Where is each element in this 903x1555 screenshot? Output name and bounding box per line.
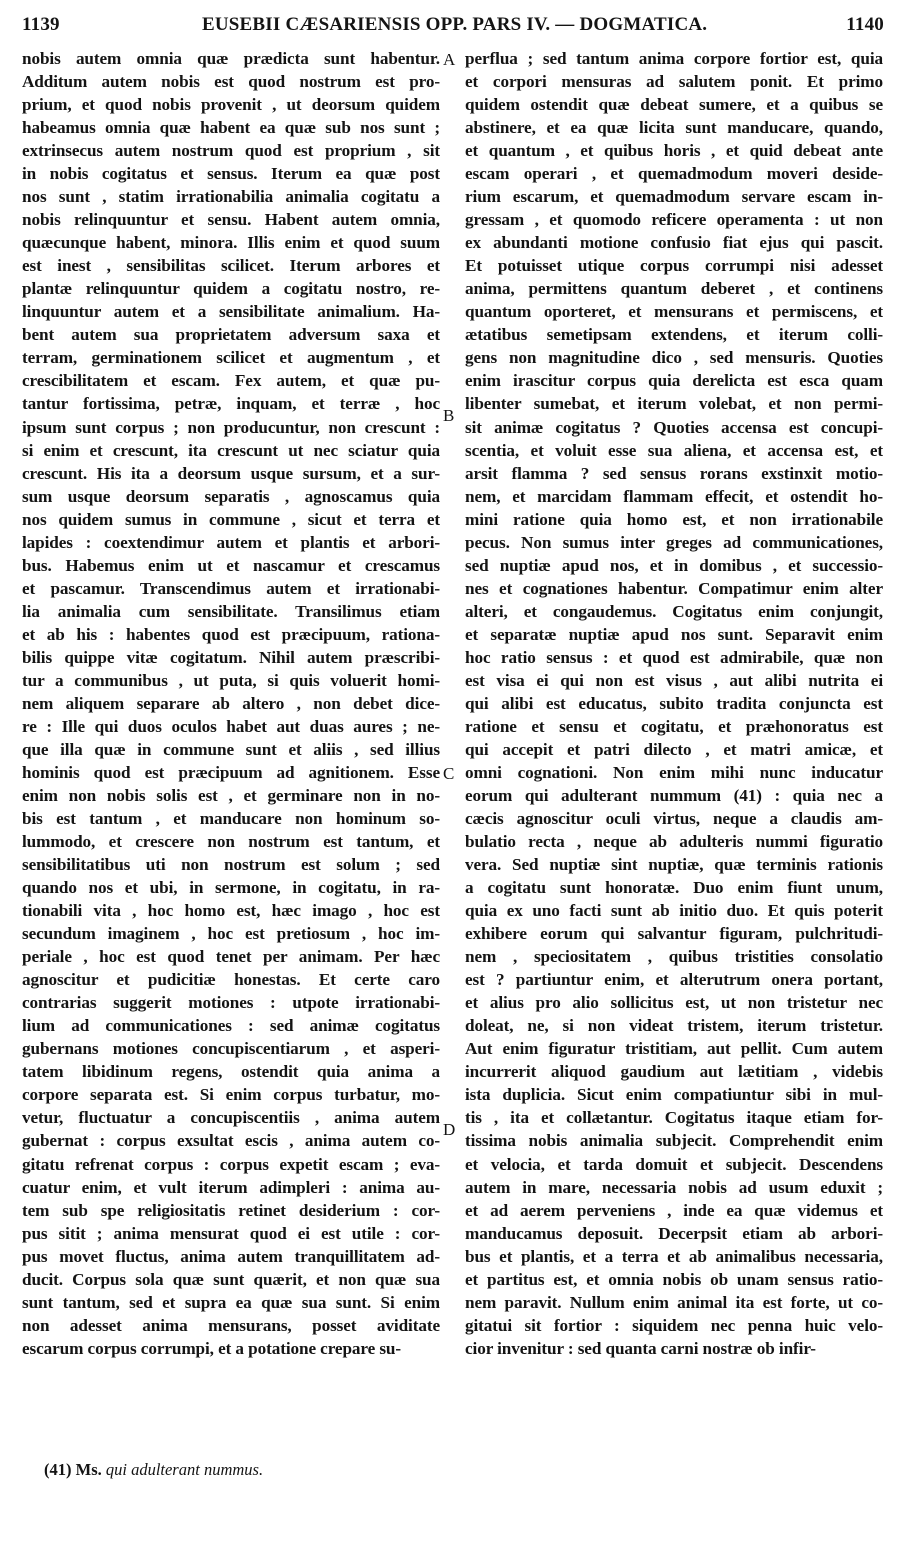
left-column-line: extrinsecus autem nostrum quod est proprium , sit [22,141,440,161]
page-number-left: 1139 [22,14,60,35]
right-column-line: autem in mare, necessaria nobis ad usum eduxit ; [465,1177,883,1197]
right-column-line: mini ratione quia homo est, et non irrationabile [465,509,883,529]
right-column-line: enim irascitur corpus quia derelicta est esca quam [465,371,883,391]
right-column-line: cæcis agnoscitur oculi virtus, neque a claudis am- [465,809,883,829]
left-column-line: hominis quod est præcipuum ad agnitionem. Esse [22,762,440,782]
left-column-line: et ab his : habentes quod est præcipuum, rationa- [22,624,440,644]
left-column-line: tur a communibus , ut puta, si quis voluerit homi- [22,670,440,690]
left-column-line: corpore separata est. Si enim corpus turbatur, mo- [22,1085,440,1105]
right-column-line: sed nuptiæ apud nos, et in domibus , et successio- [465,555,883,575]
left-column-line: terram, germinationem scilicet et augmentum , et [22,348,440,368]
left-column-line: nos quidem sumus in commune , sicut et terra et [22,509,440,529]
left-column-line: agnoscitur et pudicitiæ honestas. Et certe caro [22,970,440,990]
right-column-line: alteri, et congaudemus. Cogitatus enim conjungit, [465,601,883,621]
left-column-line: pus sitit ; anima mensurat quod ei est utile : cor- [22,1223,440,1243]
right-column-line: ista duplicia. Sicut enim compatiuntur sibi in mul- [465,1085,883,1105]
right-column-line: et alius pro alio sollicitus est, ut non tristetur nec [465,993,883,1013]
right-column-line: ratione et sensu et cogitatu, et præhonoratus est [465,716,883,736]
left-column-line: et pascamur. Transcendimus autem et irrationabi- [22,578,440,598]
margin-letter-b: B [443,406,455,425]
left-column-line: nem aliquem separare ab altero , non debet dice- [22,693,440,713]
right-column-line: gressam , et quomodo reficere operamenta : ut non [465,210,883,230]
right-column-line: quantum oporteret, et mensurans et permiscens, et [465,302,883,322]
footnote [44,1460,263,1480]
left-column-line: periale , hoc est quod tenet per animam. Per hæc [22,947,440,967]
left-column-line: quando nos et ubi, in sermone, in cogitatu, in ra- [22,878,440,898]
right-column-line: et corpori mensuras ad salutem ponit. Et primo [465,72,883,92]
left-column-line: nobis relinquuntur et sensu. Habent autem omnia, [22,210,440,230]
right-column-line: escam operari , et quemadmodum moveri deside- [465,164,883,184]
right-column-line: bulatio recta , neque ab adulteris nummi figuratio [465,832,883,852]
right-column-line: tissima nobis animalia subjecit. Comprehendit enim [465,1131,883,1151]
left-column-line: pus movet fluctus, anima autem tranquillitatem ad- [22,1246,440,1266]
left-column-line: crescunt. His ita a deorsum usque sursum, et a sur- [22,463,440,483]
left-column-line: secundum imaginem , hoc est pretiosum , hoc im- [22,924,440,944]
left-column-line: lia animalia cum sensibilitate. Transilimus etiam [22,601,440,621]
left-column-line: nobis autem omnia quæ prædicta sunt habentur. [22,49,440,68]
left-column-line: lium ad communicationes : sed animæ cogitatus [22,1016,440,1036]
right-column-line: tis , ita et collætantur. Cogitatus itaque etiam for- [465,1108,883,1128]
left-column-line: prium, et quod nobis provenit , ut deorsum quidem [22,95,440,115]
margin-letter-d: D [443,1120,456,1139]
left-column-line: que illa quæ in commune sunt et aliis , sed illius [22,739,440,759]
left-column-line: gubernans motiones concupiscentiarum , et asperi- [22,1039,440,1059]
right-column-line: quidem ostendit quæ debeat sumere, et a quibus se [465,95,883,115]
left-column-line: lapides : coextendimur autem et plantis et arbori- [22,532,440,552]
page-number-right: 1140 [846,14,884,35]
left-column-line: tantur fortissima, petræ, inquam, et terræ , hoc [22,394,440,414]
right-column-line: anima, permittens quantum deberet , et continens [465,279,883,299]
left-column-line: tatem libidinum regens, ostendit quia anima a [22,1062,440,1082]
right-column-line: quia ex uno facti sunt ab initio duo. Et quis poterit [465,901,883,921]
left-column-line: in nobis cogitatus et sensus. Iterum ea quæ post [22,164,440,184]
right-column-line: exhibere eorum qui salvantur figuram, pulchritudi- [465,924,883,944]
right-column-line: omni cognationi. Non enim mihi nunc inducatur [465,762,883,782]
right-column-line: Aut enim figuratur tristitiam, aut pellit. Cum autem [465,1039,883,1059]
right-column-line: et quantum , et quibus horis , et quid debeat ante [465,141,883,161]
right-column-line: scentia, et voluit esse sua aliena, et accensa est, et [465,440,883,460]
right-column-line: bus et plantis, et a terra et ab animalibus necessaria, [465,1246,883,1266]
left-column-line: contrarias suggerit motiones : utpote irrationabi- [22,993,440,1013]
left-column-line: vetur, fluctuatur a concupiscentiis , anima autem [22,1108,440,1128]
left-column-line: est inest , sensibilitas scilicet. Iterum arbores et [22,256,440,276]
left-text-column [22,47,440,1360]
right-column-line: incurrerit aliquod gaudium aut lætitiam , videbis [465,1062,883,1082]
right-column-line: rium escarum, et quemadmodum servare escam in- [465,187,883,207]
right-column-line: nem, et marcidam flammam effecit, et ostendit ho- [465,486,883,506]
right-column-line: abstinere, et ea quæ licita sunt manducare, quando, [465,118,883,138]
left-column-line: crescibilitatem et escam. Fex autem, et quæ pu- [22,371,440,391]
left-column-line: si enim et crescunt, ita crescunt ut nec sciatur quia [22,440,440,460]
right-column-line: et ad aerem perveniens , inde ea quæ videmus et [465,1200,883,1220]
right-column-line: hoc ratio sensus : et quod est admirabile, quæ non [465,647,883,667]
right-column-line: et partitus est, et omnia nobis ob unam sensus ratio- [465,1269,883,1289]
right-column-line: manducamus deposuit. Decerpsit etiam ab arbori- [465,1223,883,1243]
right-column-line: et velocia, et tarda domuit et subjecit. Descendens [465,1154,883,1174]
left-column-line: Additum autem nobis est quod nostrum est pro- [22,72,440,92]
left-column-line: bis est tantum , et manducare non hominum so- [22,809,440,829]
right-column-line: qui accepit et patri dilecto , et matri amicæ, et [465,739,883,759]
right-column-line: nem , speciositatem , quibus tristities consolatio [465,947,883,967]
right-column-line: est ? partiuntur enim, et alterutrum onera portant, [465,970,883,990]
margin-letter-c: C [443,764,455,783]
left-column-line: habeamus omnia quæ habent ea quæ sub nos sunt ; [22,118,440,138]
right-column-line: pecus. Non sumus inter greges ad communicationes, [465,532,883,552]
right-column-line: est visa ei qui non est visus , aut alibi nutrita ei [465,670,883,690]
left-column-line: quæcunque habent, minora. Illis enim et quod suum [22,233,440,253]
page-header [22,8,884,38]
right-column-line: ex abundanti motione confusio fiat ejus qui pascit. [465,233,883,253]
right-column-line: cior invenitur : sed quanta carni nostræ ob infir- [465,1338,816,1358]
margin-letter-a: A [443,50,456,69]
left-column-line: tem sub spe religiositatis retinet desiderium : cor- [22,1200,440,1220]
left-column-line: nos sunt , statim irrationabilia animalia cogitatu a [22,187,440,207]
left-column-line: bilis quippe vitæ cogitatum. Nihil autem præscribi- [22,647,440,667]
left-column-line: bus. Habemus enim ut et nascamur et crescamus [22,555,440,575]
left-column-line: sensibilitatibus uti non nostrum est solum ; sed [22,855,440,875]
left-column-line: plantæ relinquuntur quidem a cogitatu nostro, re- [22,279,440,299]
left-column-line: cuatur enim, et vult iterum adimpleri : anima au- [22,1177,440,1197]
right-column-line: eorum qui adulterant nummum (41) : quia nec a [465,786,883,805]
left-column-line: sunt tantum, sed et supra ea quæ sua sunt. Si enim [22,1292,440,1312]
left-column-line: sum usque deorsum separatis , agnoscamus quia [22,486,440,506]
right-column-line: doleat, ne, si non videat tristem, iterum tristetur. [465,1016,883,1036]
right-column-line: vera. Sed nuptiæ sint nuptiæ, quæ terminis rationis [465,855,883,875]
right-column-line: ætatibus semetipsam extendens, et iterum colli- [465,325,883,345]
right-column-line: qui alibi est educatus, subito tradita conjuncta est [465,693,883,713]
footnote-text: qui adulterant nummus. [105,1460,264,1479]
left-column-line: lummodo, et crescere non nostrum est tantum, et [22,832,440,852]
right-column-line: et separatæ nuptiæ apud nos sunt. Separavit enim [465,624,883,644]
left-column-line: linquuntur autem et a sensibilitate animalium. Ha- [22,302,440,322]
right-column-line: nes et cognationes habentur. Compatimur enim alter [465,578,883,598]
right-column-line: Et potuisset utique corpus corrumpi nisi adesset [465,256,883,276]
left-column-line: escarum corpus corrumpi, et a potatione crepare su- [22,1338,402,1358]
left-column-line: non adesset anima mensurans, posset aviditate [22,1315,440,1335]
left-column-line: gubernat : corpus exsultat escis , anima autem co- [22,1131,440,1151]
left-column-line: enim non nobis solis est , et germinare non in no- [22,786,440,805]
right-text-column [465,47,883,1360]
right-column-line: libenter sumebat, et iterum volebat, et non permi- [465,394,883,414]
footnote-marker: (41) Ms. [44,1460,102,1479]
right-column-line: gens non magnitudine dico , sed mensuris. Quoties [465,348,883,368]
left-column-line: re : Ille qui duos oculos habet aut duas aures ; ne- [22,716,440,736]
left-column-line: bent autem sua proprietatem adversum saxa et [22,325,440,345]
right-column-line: perflua ; sed tantum anima corpore fortior est, quia [465,49,883,68]
right-column-line: a cogitatu sunt honoratæ. Duo enim fiunt unum, [465,878,883,898]
running-title: EUSEBII CÆSARIENSIS OPP. PARS IV. — DOGMATICA. [202,14,708,35]
right-column-line: sit animæ cogitatus ? Quoties accensa est concupi- [465,417,883,437]
right-column-line: nem paravit. Nullum enim animal ita est forte, ut co- [465,1292,883,1312]
left-column-line: ipsum sunt corpus ; non producuntur, non crescunt : [22,417,440,437]
left-column-line: ducit. Corpus sola quæ sunt quærit, et non quæ sua [22,1269,440,1289]
right-column-line: arsit flamma ? sed sensus rorans exstinxit motio- [465,463,883,483]
left-column-line: tionabili vita , hoc homo est, hæc imago , hoc est [22,901,440,921]
left-column-line: gitatu refrenat corpus : corpus expetit escam ; eva- [22,1154,440,1174]
right-column-line: gitatui sit fortior : siquidem nec penna huic velo- [465,1315,883,1335]
